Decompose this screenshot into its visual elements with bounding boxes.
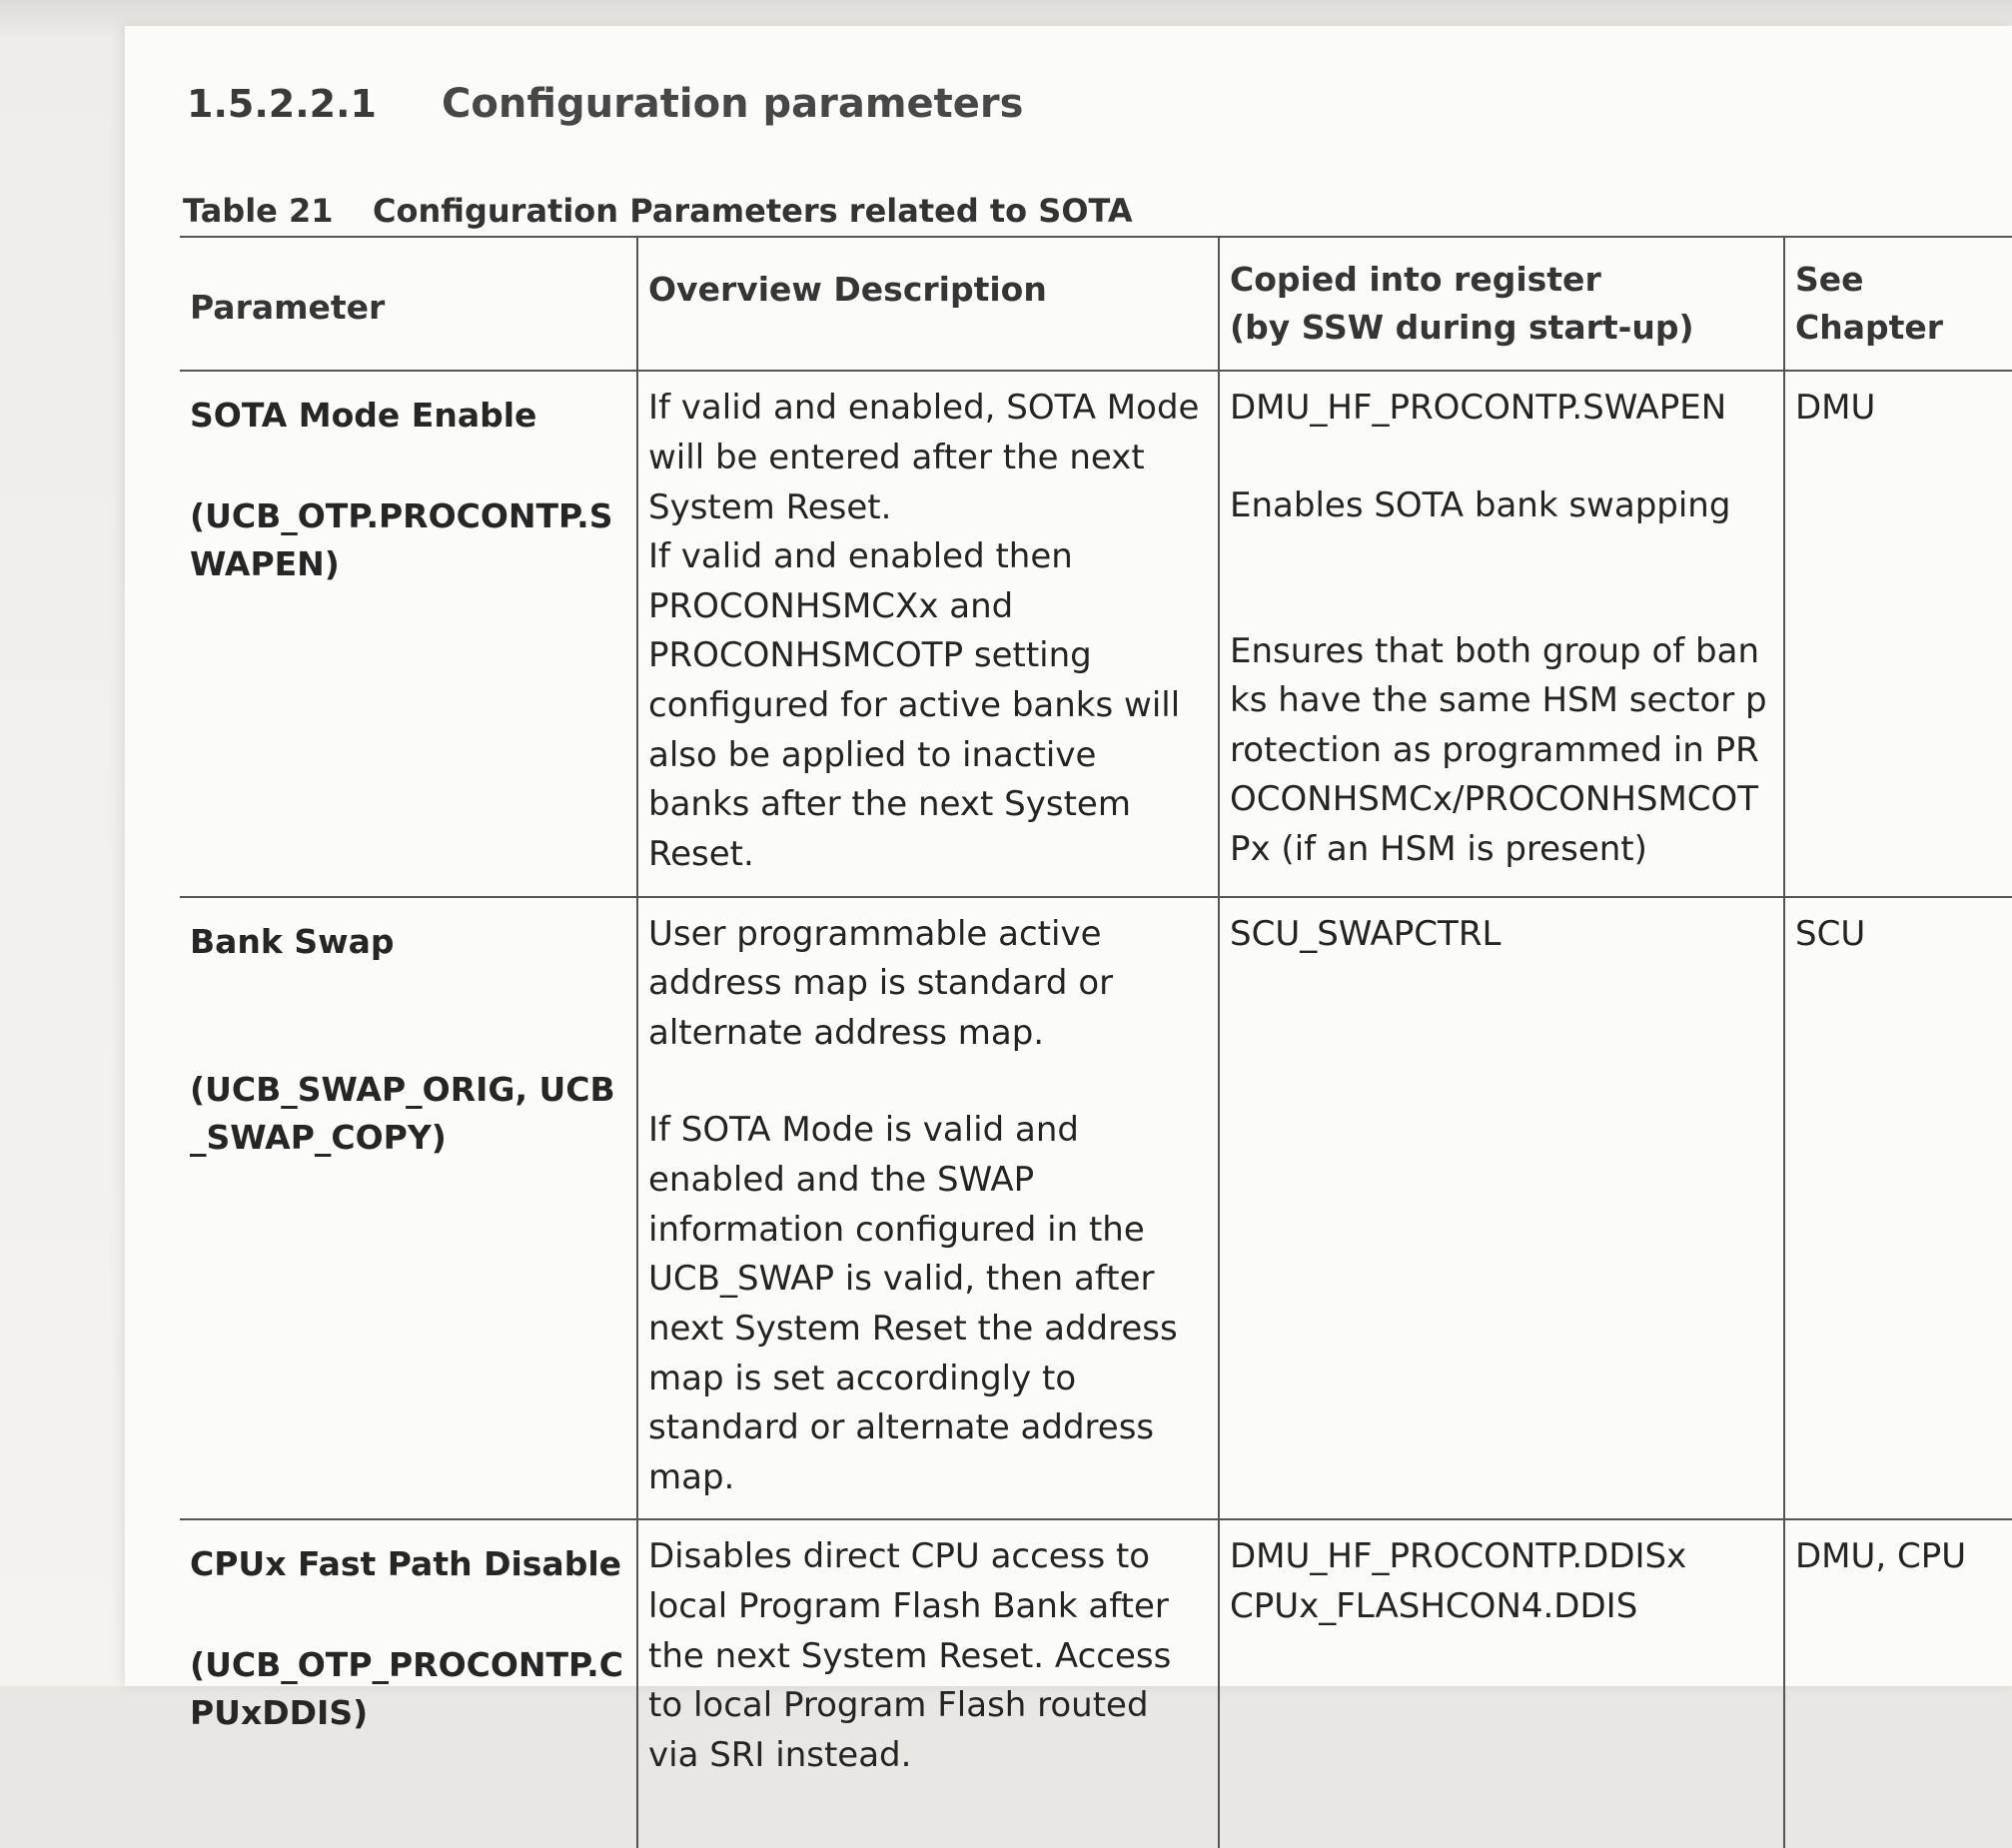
chapter-reference: DMU xyxy=(1795,388,1876,429)
header-chapter-line2: Chapter xyxy=(1795,308,1944,348)
section-number: 1.5.2.2.1 xyxy=(187,82,377,126)
section-heading xyxy=(187,81,1023,127)
register-cell xyxy=(1219,1519,1784,1848)
header-parameter-label: Parameter xyxy=(190,288,386,327)
register-cell xyxy=(1219,897,1784,1520)
header-chapter xyxy=(1784,237,2012,371)
description-paragraph: Disables direct CPU access to local Program Flash Bank after the next System Reset. Access to local Program Flash routed via SRI instead. xyxy=(648,1536,1172,1775)
register-name: SCU_SWAPCTRL xyxy=(1230,913,1502,954)
register-note: Enables SOTA bank swapping xyxy=(1230,484,1731,525)
header-register-line2: (by SSW during start-up) xyxy=(1230,308,1694,348)
header-register-line1: Copied into register xyxy=(1230,260,1601,299)
description-paragraph: If valid and enabled then PROCONHSMCXx and PROCONHSMCOTP setting configured for active banks will also be applied to inactive banks after the next System Reset. xyxy=(648,536,1181,874)
header-parameter xyxy=(180,237,637,371)
table-caption xyxy=(183,192,1133,230)
register-name: CPUx_FLASHCON4.DDIS xyxy=(1230,1586,1638,1627)
description-cell xyxy=(637,371,1219,896)
parameter-name: Bank Swap xyxy=(190,921,395,961)
sota-parameters-table xyxy=(180,236,2012,1848)
table-row xyxy=(180,371,2012,896)
chapter-reference: DMU, CPU xyxy=(1795,1536,1967,1577)
header-description-label: Overview Description xyxy=(648,270,1047,309)
chapter-cell xyxy=(1784,371,2012,896)
description-cell xyxy=(637,897,1219,1520)
parameter-cell xyxy=(180,371,637,896)
spacer xyxy=(648,1058,1208,1106)
table-row xyxy=(180,1519,2012,1848)
description-paragraph: If SOTA Mode is valid and enabled and the SWAP information configured in the UCB_SWAP is valid, then after next System Reset the address map is set accordingly to standard or alternate address map. xyxy=(648,1110,1178,1497)
chapter-cell xyxy=(1784,897,2012,1520)
register-cell xyxy=(1219,371,1784,896)
spacer xyxy=(1230,531,1773,627)
parameter-cell xyxy=(180,1519,637,1848)
header-description xyxy=(637,237,1219,371)
chapter-reference: SCU xyxy=(1795,913,1866,954)
register-name: DMU_HF_PROCONTP.SWAPEN xyxy=(1230,388,1727,429)
header-chapter-line1: See xyxy=(1795,260,1864,299)
description-paragraph: User programmable active address map is standard or alternate address map. xyxy=(648,913,1114,1053)
register-name: DMU_HF_PROCONTP.DDISx xyxy=(1230,1536,1687,1577)
description-paragraph: If valid and enabled, SOTA Mode will be entered after the next System Reset. xyxy=(648,388,1200,527)
parameter-name: CPUx Fast Path Disable xyxy=(190,1544,622,1584)
description-cell xyxy=(637,1519,1219,1848)
document-page xyxy=(125,26,2012,1775)
table-header-row xyxy=(180,237,2012,371)
parameter-cell xyxy=(180,897,637,1520)
register-note: Ensures that both group of banks have the same HSM sector protection as programmed in PROCONHSMCx/PROCONHSMCOTPx (if an HSM is present) xyxy=(1230,630,1767,870)
table-label: Table 21 xyxy=(183,192,334,230)
table-row xyxy=(180,897,2012,1520)
table-container xyxy=(180,236,2012,1775)
section-title: Configuration parameters xyxy=(442,81,1024,127)
parameter-reference: (UCB_SWAP_ORIG, UCB_SWAP_COPY) xyxy=(190,1069,615,1157)
parameter-reference: (UCB_OTP.PROCONTP.SWAPEN) xyxy=(190,495,613,583)
table-caption-title: Configuration Parameters related to SOTA xyxy=(373,192,1133,230)
chapter-cell xyxy=(1784,1519,2012,1848)
spacer xyxy=(1230,434,1773,481)
parameter-name: SOTA Mode Enable xyxy=(190,396,537,436)
parameter-reference: (UCB_OTP_PROCONTP.CPUxDDIS) xyxy=(190,1644,623,1732)
header-register xyxy=(1219,237,1784,371)
